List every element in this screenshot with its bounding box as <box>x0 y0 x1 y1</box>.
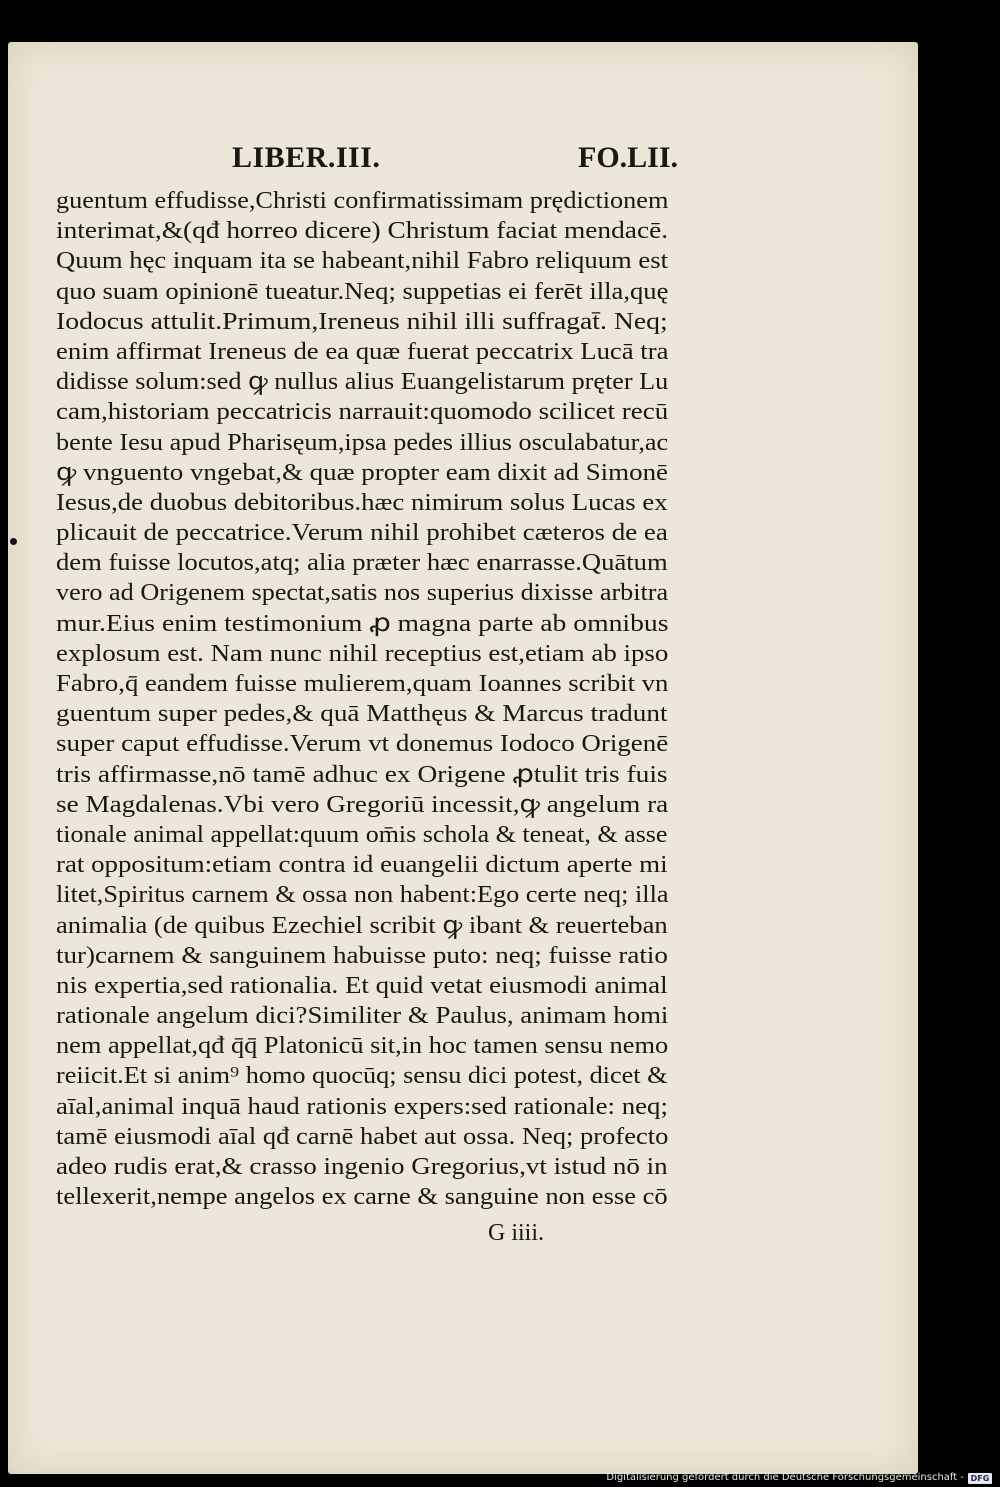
text-line: Fabro,q̄ eandem fuisse mulierem,quam Ioannes scribit vn <box>56 670 669 697</box>
text-line: ꝙ vnguento vngebat,& quæ propter eam dixit ad Simonē <box>56 458 669 486</box>
text-line: interimat,&(qđ horreo dicere) Christum faciat mendacē. <box>56 217 669 245</box>
folio-number: FO.LII. <box>578 141 679 174</box>
text-line: tellexerit,nempe angelos ex carne & sanguine non esse cō <box>56 1183 668 1211</box>
text-line: animalia (de quibus Ezechiel scribit ꝙ ibant & reuerteban <box>56 911 668 939</box>
text-line: quo suam opinionē tueatur.Neq; suppetias ei ferēt illa,quę <box>56 277 669 305</box>
text-line: didisse solum:sed ꝙ nullus alius Euangelistarum pręter Lu <box>56 368 669 396</box>
margin-dot <box>10 538 17 545</box>
text-line: aīal,animal inquā haud rationis expers:sed rationale: neq; <box>56 1092 668 1120</box>
digitization-credit: Digitalisierung gefördert durch die Deutsche Forschungsgemeinschaft - <box>606 1472 964 1483</box>
running-head: LIBER.III. <box>232 141 381 174</box>
text-line: dem fuisse locutos,atq; alia præter hæc enarrasse.Quātum <box>56 549 668 577</box>
text-line: tur)carnem & sanguinem habuisse puto: neq; fuisse ratio <box>56 941 668 969</box>
text-line: rationale angelum dici?Similiter & Paulus, animam homi <box>56 1002 669 1030</box>
text-line: Iodocus attulit.Primum,Ireneus nihil illi suffragat̄. Neq; <box>56 307 668 335</box>
text-line: Iesus,de duobus debitoribus.hæc nimirum solus Lucas ex <box>56 488 668 516</box>
text-line: adeo rudis erat,& crasso ingenio Gregorius,vt istud nō in <box>56 1153 668 1180</box>
text-line: litet,Spiritus carnem & ossa non habent:Ego certe neq; illa <box>56 881 669 909</box>
text-line: nem appellat,qđ q̄q̄ Platonicū sit,in hoc tamen sensu nemo <box>56 1032 669 1060</box>
text-line: cam,historiam peccatricis narrauit:quomodo scilicet recū <box>56 398 669 426</box>
signature-mark: G iiii. <box>488 1220 545 1246</box>
text-line: guentum super pedes,& quā Matthęus & Marcus tradunt <box>56 700 668 728</box>
text-line: guentum effudisse,Christi confirmatissimam prędictionem <box>56 187 669 214</box>
text-line: explosum est. Nam nunc nihil receptius est,etiam ab ipso <box>56 639 669 667</box>
text-line: super caput effudisse.Verum vt donemus Iodoco Origenē <box>56 730 669 758</box>
text-line: rat oppositum:etiam contra id euangelii dictum aperte mi <box>56 851 668 879</box>
text-line: Quum hęc inquam ita se habeant,nihil Fabro reliquum est <box>56 247 669 275</box>
text-line: reiicit.Et si anim⁹ homo quocūq; sensu dici potest, dicet & <box>56 1062 668 1090</box>
dfg-logo-icon: DFG <box>968 1473 992 1484</box>
text-line: nis expertia,sed rationalia. Et quid vetat eiusmodi animal <box>56 971 668 999</box>
text-line: plicauit de peccatrice.Verum nihil prohibet cæteros de ea <box>56 519 668 547</box>
text-line: mur.Eius enim testimonium ꝓ magna parte ab omnibus <box>56 609 669 637</box>
text-line: tamē eiusmodi aīal qđ carnē habet aut ossa. Neq; profecto <box>56 1122 669 1150</box>
text-line: bente Iesu apud Pharisęum,ipsa pedes illius osculabatur,ac <box>56 428 669 456</box>
text-line: tionale animal appellat:quum om̄is schola & teneat, & asse <box>56 820 668 848</box>
text-line: vero ad Origenem spectat,satis nos superius dixisse arbitra <box>56 579 669 607</box>
text-line: se Magdalenas.Vbi vero Gregoriū incessit,ꝙ angelum ra <box>56 790 669 818</box>
text-line: enim affirmat Ireneus de ea quæ fuerat peccatrix Lucā tra <box>56 337 669 365</box>
text-line: tris affirmasse,nō tamē adhuc ex Origene ꝓtulit tris fuis <box>56 760 668 788</box>
body-text <box>56 186 676 1212</box>
